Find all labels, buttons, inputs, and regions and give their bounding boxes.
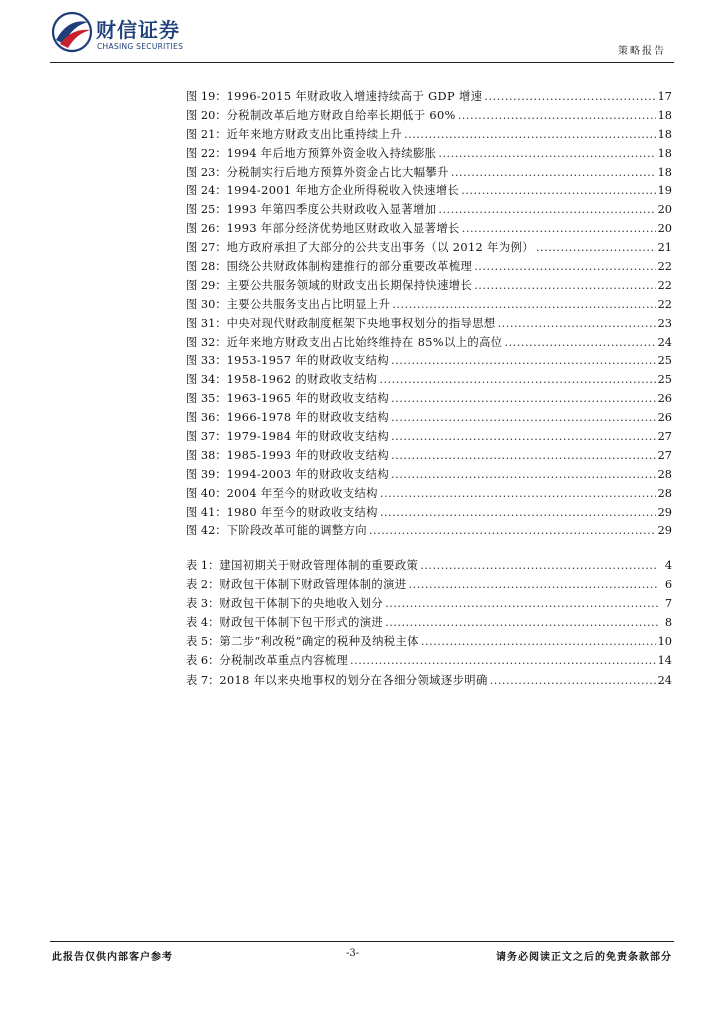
entry-page-number: 27 (657, 430, 672, 444)
dot-leader (420, 559, 658, 572)
entry-page-number: 20 (657, 222, 672, 236)
figure-entry[interactable] (186, 447, 672, 466)
entry-title: 近年来地方财政支出占比始终维持在 85%以上的高位 (226, 335, 503, 349)
dot-leader (380, 506, 656, 519)
entry-page-number: 28 (657, 467, 672, 481)
entry-number: 表 1： (186, 559, 220, 572)
entry-title: 财政包干体制下的央地收入划分 (219, 597, 384, 611)
entry-number: 表 2： (186, 578, 220, 592)
entry-number: 表 5： (186, 635, 220, 649)
figure-entry[interactable] (186, 145, 672, 164)
figure-entry[interactable] (186, 258, 672, 277)
dot-leader (391, 449, 656, 462)
entry-page-number: 29 (657, 524, 672, 538)
entry-page-number: 22 (657, 260, 672, 274)
entry-number: 图 20： (186, 108, 227, 122)
figure-entry[interactable] (186, 485, 672, 504)
entry-number: 图 39： (186, 467, 227, 481)
company-logo (50, 10, 200, 60)
entry-page-number: 24 (657, 335, 672, 349)
entry-title: 下阶段改革可能的调整方向 (226, 524, 367, 538)
logo-mark-icon (50, 10, 94, 54)
entry-title: 分税制实行后地方预算外资金占比大幅攀升 (226, 165, 449, 179)
entry-number: 图 19： (186, 90, 227, 103)
entry-number: 图 25： (186, 203, 227, 217)
entry-page-number: 25 (657, 354, 672, 368)
logo-chinese-name: 财信证券 (96, 18, 180, 42)
entry-page-number: 26 (657, 411, 672, 425)
logo-english-name: CHASING SECURITIES (97, 42, 184, 51)
dot-leader (350, 654, 656, 667)
entry-title: 1996-2015 年财政收入增速持续高于 GDP 增速 (226, 90, 483, 103)
entry-title: 1980 年至今的财政收支结构 (226, 505, 378, 519)
dot-leader (391, 392, 656, 405)
entry-title: 围绕公共财政体制构建推行的部分重要改革梳理 (226, 260, 473, 274)
figure-entry[interactable] (186, 390, 672, 409)
entry-page-number: 7 (664, 597, 672, 611)
footer-terms-note: 请务必阅读正文之后的免责条款部分 (496, 952, 672, 963)
figure-entry[interactable] (186, 88, 672, 107)
entry-title: 地方政府承担了大部分的公共支出事务（以 2012 年为例） (226, 241, 534, 255)
dot-leader (404, 128, 656, 141)
entry-page-number: 10 (657, 635, 672, 649)
entry-page-number: 17 (657, 90, 672, 103)
entry-page-number: 14 (657, 654, 672, 668)
entry-title: 1993 年第四季度公共财政收入显著增加 (226, 203, 437, 217)
figure-entry[interactable] (186, 296, 672, 315)
entry-title: 1958-1962 的财政收支结构 (226, 373, 378, 387)
entry-number: 图 29： (186, 278, 227, 292)
dot-leader (536, 241, 656, 254)
entry-number: 图 33： (186, 354, 227, 368)
entry-number: 图 40： (186, 486, 227, 500)
table-entry[interactable] (186, 614, 672, 633)
entry-title: 第二步“利改税”确定的税种及纳税主体 (219, 635, 419, 649)
dot-leader (451, 166, 656, 179)
entry-page-number: 8 (664, 616, 672, 630)
figure-entry[interactable] (186, 107, 672, 126)
dot-leader (458, 109, 656, 122)
report-type-label: 策略报告 (618, 46, 666, 57)
entry-title: 1953-1957 年的财政收支结构 (226, 354, 390, 368)
entry-number: 图 22： (186, 146, 227, 160)
entry-number: 图 37： (186, 430, 227, 444)
dot-leader (391, 411, 656, 424)
entry-page-number: 22 (657, 297, 672, 311)
entry-number: 图 32： (186, 335, 227, 349)
entry-title: 1994 年后地方预算外资金收入持续膨胀 (226, 146, 437, 160)
entry-page-number: 20 (657, 203, 672, 217)
dot-leader (391, 354, 656, 367)
page-number: -3- (346, 948, 360, 959)
entry-number: 图 27： (186, 241, 227, 255)
entry-number: 图 26： (186, 222, 227, 236)
entry-page-number: 26 (657, 392, 672, 406)
entry-title: 建国初期关于财政管理体制的重要政策 (219, 559, 419, 572)
figure-entry[interactable] (186, 371, 672, 390)
dot-leader (421, 635, 656, 648)
entry-title: 分税制改革后地方财政自给率长期低于 60% (226, 108, 456, 122)
entry-page-number: 6 (664, 578, 672, 592)
dot-leader (484, 90, 655, 103)
entry-page-number: 22 (657, 278, 672, 292)
entry-number: 图 21： (186, 127, 227, 141)
entry-title: 近年来地方财政支出比重持续上升 (226, 127, 403, 141)
dot-leader (461, 184, 655, 197)
entry-page-number: 23 (657, 316, 672, 330)
dot-leader (391, 468, 656, 481)
figure-entry[interactable] (186, 164, 672, 183)
entry-title: 1979-1984 年的财政收支结构 (226, 430, 390, 444)
dot-leader (498, 317, 656, 330)
dot-leader (438, 203, 655, 216)
entry-page-number: 4 (664, 559, 672, 572)
figure-entry[interactable] (186, 201, 672, 220)
table-entry[interactable] (186, 672, 672, 691)
entry-page-number: 18 (657, 127, 672, 141)
dot-leader (380, 487, 656, 500)
dot-leader (385, 597, 658, 610)
entry-number: 图 36： (186, 411, 227, 425)
entry-number: 图 24： (186, 184, 227, 198)
figure-entry[interactable] (186, 504, 672, 523)
table-entry[interactable] (186, 557, 672, 576)
entry-title: 1994-2003 年的财政收支结构 (226, 467, 390, 481)
entry-title: 主要公共服务领域的财政支出长期保持快速增长 (226, 278, 473, 292)
figure-entry[interactable] (186, 334, 672, 353)
dot-leader (505, 336, 656, 349)
dot-leader (385, 616, 658, 629)
figure-entry[interactable] (186, 466, 672, 485)
entry-number: 表 6： (186, 654, 220, 668)
entry-title: 2004 年至今的财政收支结构 (226, 486, 378, 500)
entry-title: 中央对现代财政制度框架下央地事权划分的指导思想 (226, 316, 496, 330)
dot-leader (379, 373, 655, 386)
figure-entry[interactable] (186, 522, 672, 541)
table-entry[interactable] (186, 595, 672, 614)
entry-number: 表 4： (186, 616, 220, 630)
entry-page-number: 25 (657, 373, 672, 387)
dot-leader (392, 298, 655, 311)
entry-page-number: 19 (657, 184, 672, 198)
entry-page-number: 18 (657, 108, 672, 122)
figure-entry[interactable] (186, 239, 672, 258)
figure-entry[interactable] (186, 277, 672, 296)
figure-entry[interactable] (186, 352, 672, 371)
entry-number: 图 23： (186, 165, 227, 179)
entry-number: 表 3： (186, 597, 220, 611)
entry-number: 图 42： (186, 524, 227, 538)
entry-number: 图 30： (186, 297, 227, 311)
entry-title: 1994-2001 年地方企业所得税收入快速增长 (226, 184, 460, 198)
figure-list (186, 88, 672, 541)
entry-title: 1966-1978 年的财政收支结构 (226, 411, 390, 425)
table-list (186, 557, 672, 691)
figure-entry[interactable] (186, 428, 672, 447)
footer-disclaimer-note: 此报告仅供内部客户参考 (52, 952, 173, 963)
dot-leader (462, 222, 656, 235)
entry-page-number: 28 (657, 486, 672, 500)
entry-title: 财政包干体制下包干形式的演进 (219, 616, 384, 630)
footer-divider (50, 941, 674, 942)
entry-title: 财政包干体制下财政管理体制的演进 (219, 578, 407, 592)
entry-number: 图 38： (186, 448, 227, 462)
dot-leader (391, 430, 656, 443)
entry-title: 1985-1993 年的财政收支结构 (226, 448, 390, 462)
entry-title: 分税制改革重点内容梳理 (219, 654, 349, 668)
entry-title: 1993 年部分经济优势地区财政收入显著增长 (226, 222, 460, 236)
entry-number: 图 35： (186, 392, 227, 406)
entry-number: 图 34： (186, 373, 227, 387)
entry-page-number: 24 (657, 673, 672, 687)
dot-leader (490, 674, 656, 687)
dot-leader (369, 524, 656, 537)
dot-leader (409, 578, 658, 591)
header-divider (50, 62, 674, 63)
entry-page-number: 18 (657, 165, 672, 179)
entry-title: 主要公共服务支出占比明显上升 (226, 297, 391, 311)
entry-page-number: 27 (657, 448, 672, 462)
entry-title: 1963-1965 年的财政收支结构 (226, 392, 390, 406)
dot-leader (438, 147, 655, 160)
table-entry[interactable] (186, 633, 672, 652)
figure-entry[interactable] (186, 409, 672, 428)
entry-page-number: 29 (657, 505, 672, 519)
table-entry[interactable] (186, 652, 672, 671)
entry-number: 图 31： (186, 316, 227, 330)
figure-entry[interactable] (186, 126, 672, 145)
dot-leader (474, 260, 655, 273)
entry-title: 2018 年以来央地事权的划分在各细分领域逐步明确 (219, 673, 488, 687)
figure-entry[interactable] (186, 182, 672, 201)
entry-number: 图 28： (186, 260, 227, 274)
entry-page-number: 18 (657, 146, 672, 160)
figure-entry[interactable] (186, 220, 672, 239)
dot-leader (474, 279, 655, 292)
entry-number: 图 41： (186, 505, 227, 519)
figure-entry[interactable] (186, 315, 672, 334)
entry-page-number: 21 (657, 241, 672, 255)
entry-number: 表 7： (186, 673, 220, 687)
table-entry[interactable] (186, 576, 672, 595)
